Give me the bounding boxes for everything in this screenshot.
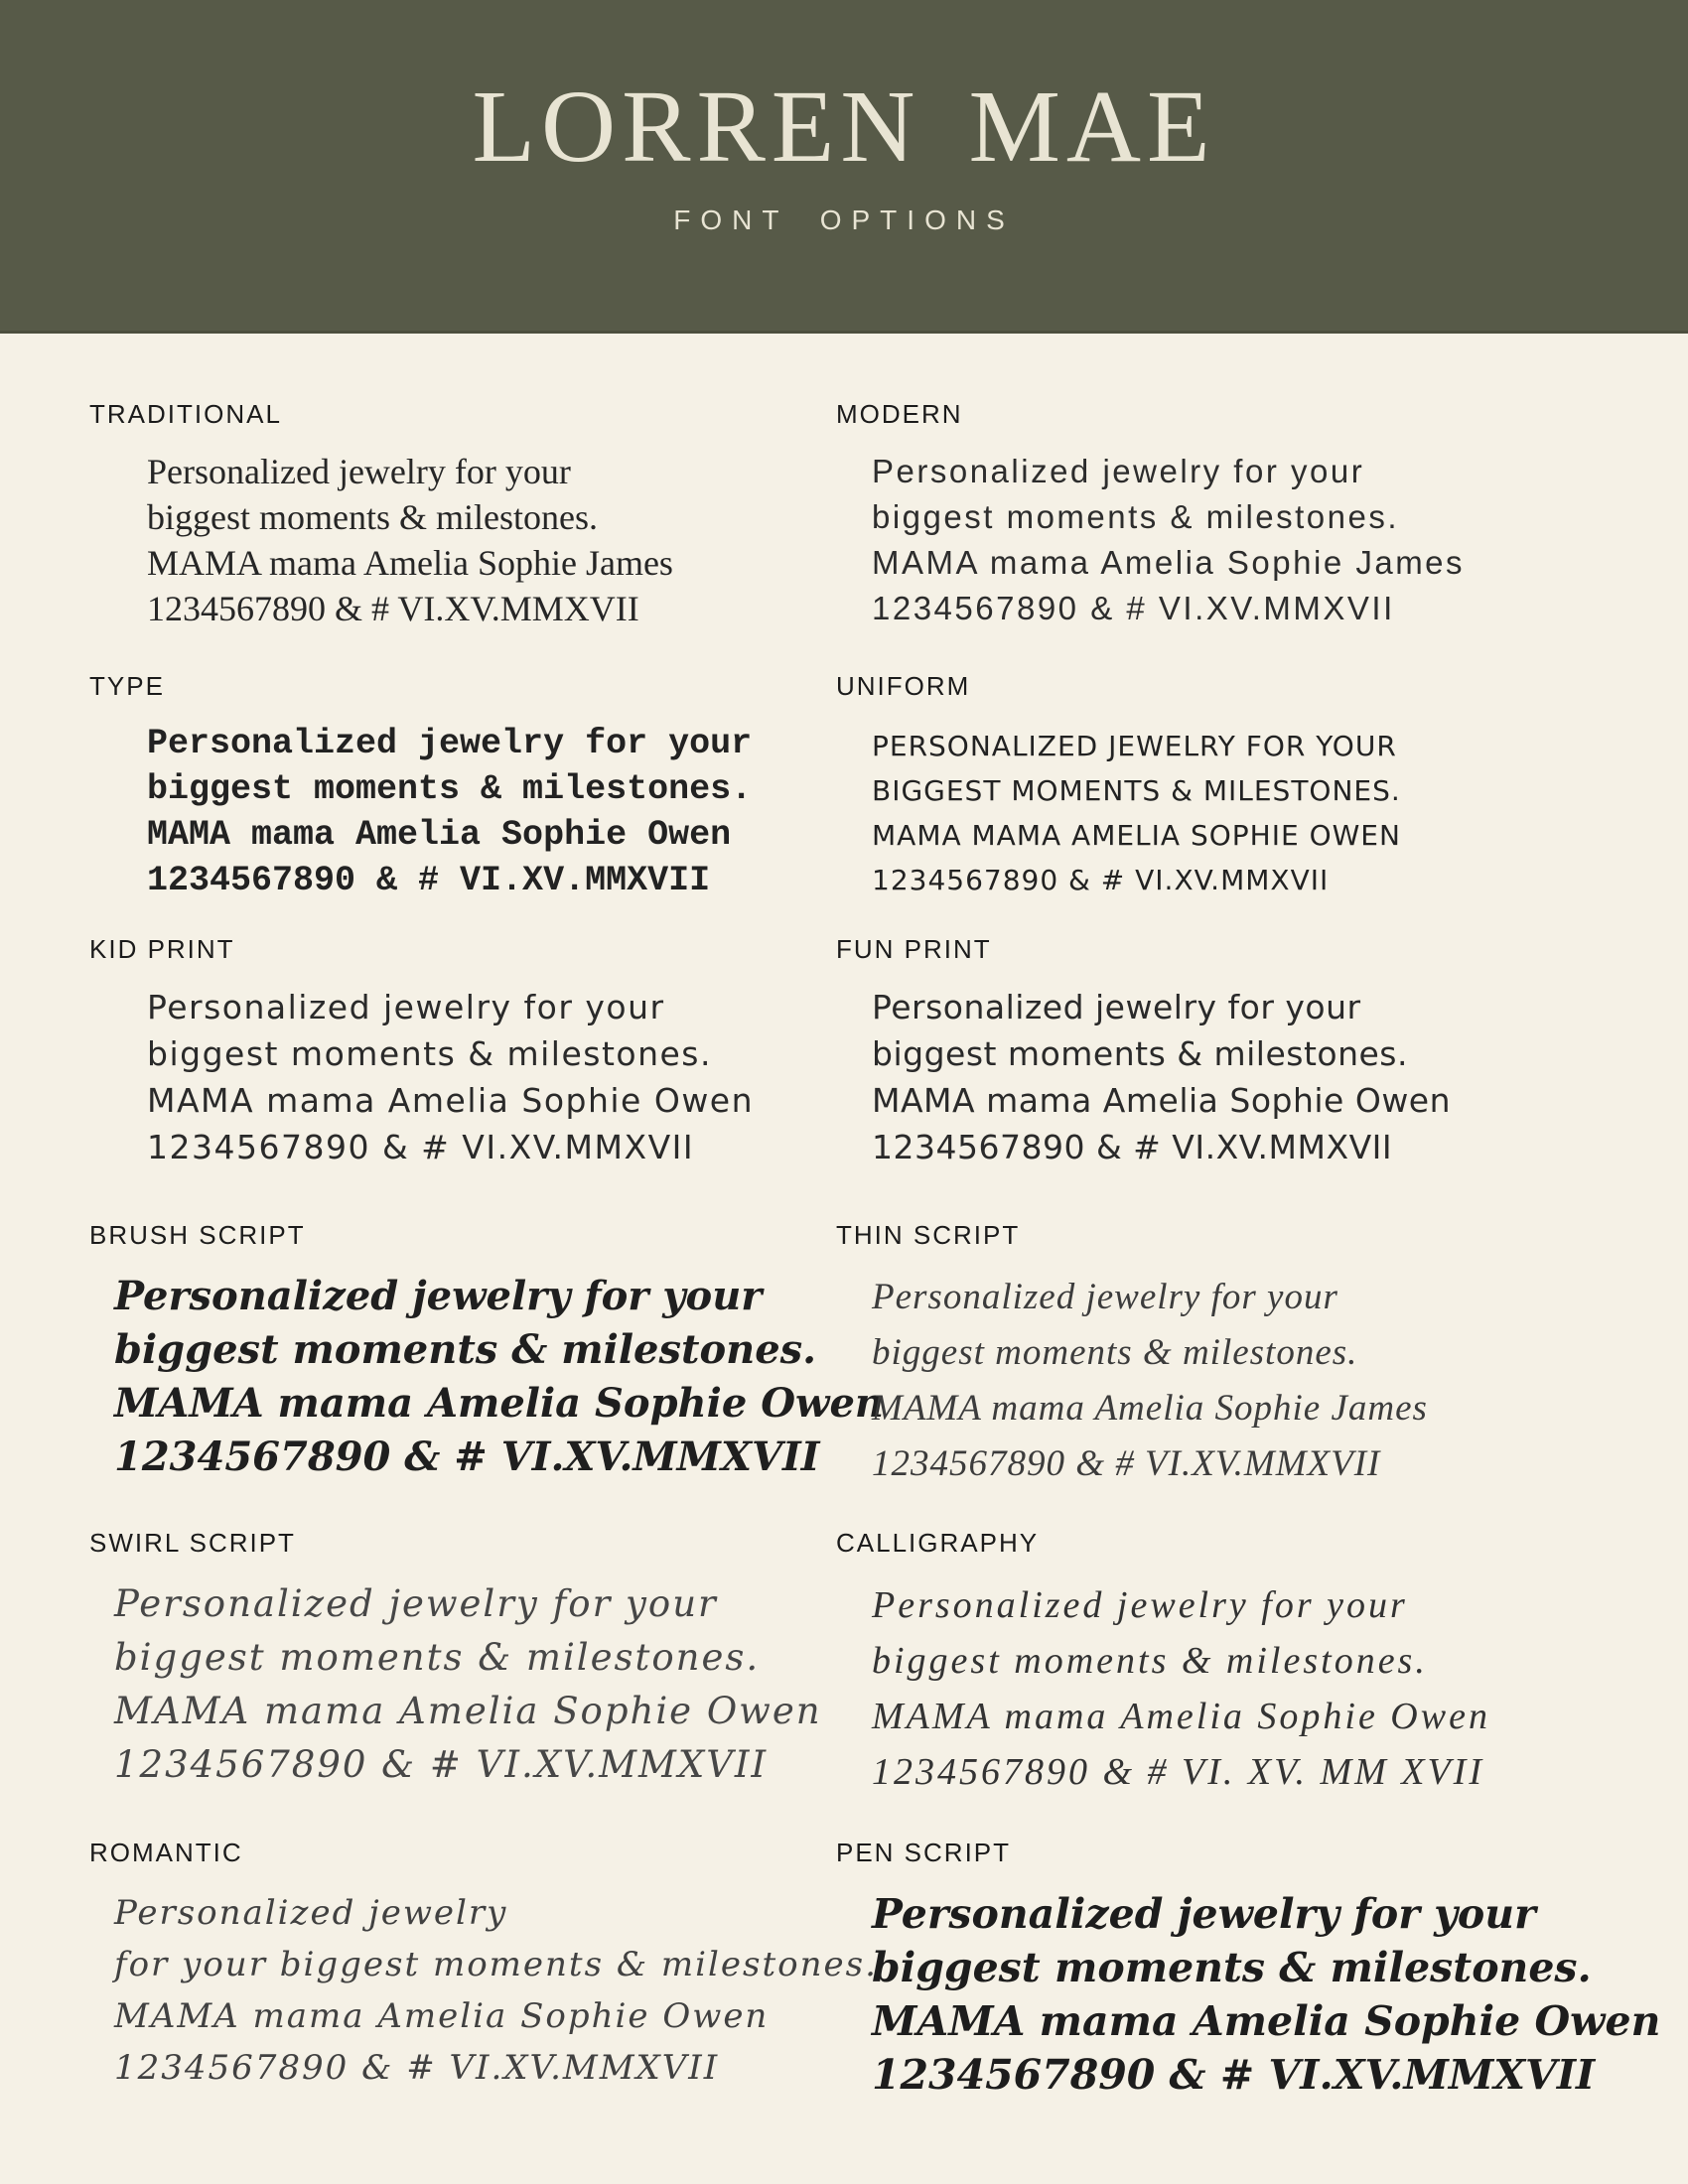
sample-line: biggest moments & milestones. — [147, 769, 753, 809]
sample-line: Personalized jewelry for your — [872, 453, 1365, 489]
sample-line: 1234567890 & # VI.XV.MMXVII — [872, 854, 1330, 899]
sample-line: Personalized jewelry — [114, 1893, 508, 1933]
sample-line: MAMA mama Amelia Sophie James — [872, 1388, 1428, 1429]
sample-line: biggest moments & milestones. — [147, 1034, 712, 1073]
sample-line: MAMA mama Amelia Sophie James — [147, 543, 673, 583]
sample-line: biggest moments & milestones. — [872, 764, 1401, 810]
sample-line: Personalized jewelry for your — [872, 1584, 1408, 1626]
sample-text — [872, 1577, 1591, 1800]
sample-line: biggest moments & milestones. — [114, 1636, 761, 1679]
sample-line: Personalized jewelry for your — [114, 1582, 718, 1625]
font-sample-swirl-script — [89, 1528, 844, 1792]
sample-line: 1234567890 & # VI.XV.MMXVII — [114, 2048, 720, 2088]
sample-line: Personalized jewelry for your — [147, 724, 753, 763]
font-style-label: FUN PRINT — [836, 934, 992, 964]
sample-text — [872, 1270, 1591, 1492]
sample-line: MAMA mama Amelia Sophie Owen — [147, 1081, 755, 1120]
brand-title: LORREN MAE — [472, 69, 1216, 184]
sample-line: MAMA mama Amelia Sophie Owen — [872, 1997, 1661, 2045]
font-style-label: MODERN — [836, 399, 963, 429]
font-style-label: KID PRINT — [89, 934, 235, 964]
sample-line: biggest moments & milestones. — [872, 1332, 1358, 1373]
font-sample-uniform — [836, 671, 1591, 899]
sample-line: 1234567890 & # VI.XV.MMXVII — [147, 1128, 695, 1166]
font-style-label: SWIRL SCRIPT — [89, 1528, 296, 1558]
font-style-label: ROMANTIC — [89, 1838, 243, 1867]
sample-line: 1234567890 & # VI.XV.MMXVII — [872, 1443, 1381, 1484]
sample-text — [872, 449, 1591, 631]
sample-text — [147, 721, 844, 903]
font-style-label: TYPE — [89, 671, 165, 701]
sample-line: MAMA mama Amelia Sophie James — [872, 544, 1466, 581]
sample-line: Personalized jewelry for your — [147, 452, 571, 491]
sample-line: biggest moments & milestones. — [147, 497, 598, 537]
sample-line: Personalized jewelry for your — [872, 1277, 1338, 1317]
sample-line: Personalized jewelry for your — [147, 988, 665, 1026]
sample-text — [872, 1887, 1661, 2102]
font-sample-kid-print — [89, 934, 844, 1170]
sample-line: Personalized jewelry for your — [872, 1890, 1536, 1938]
sample-text — [114, 1887, 878, 2094]
sample-line: 1234567890 & # VI.XV.MMXVII — [147, 861, 711, 900]
sample-line: Personalized jewelry for your — [114, 1273, 763, 1319]
sample-line: 1234567890 & # VI.XV.MMXVII — [114, 1433, 820, 1480]
sample-line: for your biggest moments & milestones. — [114, 1945, 878, 1984]
sample-text — [872, 721, 1591, 899]
font-sample-thin-script — [836, 1220, 1591, 1492]
font-sample-calligraphy — [836, 1528, 1591, 1800]
sample-line: MAMA mama Amelia Sophie Owen — [114, 1996, 770, 2036]
font-sample-fun-print — [836, 934, 1591, 1170]
font-style-label: BRUSH SCRIPT — [89, 1220, 306, 1250]
sample-line: MAMA mama Amelia Sophie Owen — [872, 1696, 1490, 1737]
font-style-label: THIN SCRIPT — [836, 1220, 1021, 1250]
sample-line: 1234567890 & # VI.XV.MMXVII — [114, 1743, 769, 1786]
sample-line: 1234567890 & # VI.XV.MMXVII — [872, 2051, 1596, 2099]
sample-line: biggest moments & milestones. — [872, 1034, 1408, 1073]
sample-line: biggest moments & milestones. — [872, 1944, 1592, 1991]
header — [0, 0, 1688, 334]
sample-text — [114, 1577, 844, 1792]
sample-text — [872, 984, 1591, 1170]
font-sample-type — [89, 671, 844, 903]
sample-line: MAMA mama Amelia Sophie Owen — [114, 1690, 822, 1732]
sample-line: 1234567890 & # VI.XV.MMXVII — [872, 590, 1395, 626]
sample-text — [114, 1270, 884, 1484]
font-style-label: PEN SCRIPT — [836, 1838, 1012, 1867]
sample-line: MAMA mama Amelia Sophie Owen — [147, 815, 732, 855]
font-sample-traditional — [89, 399, 844, 631]
font-style-label: UNIFORM — [836, 671, 971, 701]
font-sample-pen-script — [836, 1838, 1661, 2102]
sample-line: Personalized jewelry for your — [872, 720, 1397, 765]
sample-line: biggest moments & milestones. — [114, 1326, 817, 1373]
sample-line: biggest moments & milestones. — [872, 498, 1400, 535]
font-sample-modern — [836, 399, 1591, 631]
sample-text — [147, 449, 844, 631]
sample-line: MAMA mama Amelia Sophie Owen — [114, 1380, 884, 1427]
sample-line: 1234567890 & # VI.XV.MMXVII — [147, 589, 639, 628]
font-sample-romantic — [89, 1838, 878, 2094]
page-subtitle: FONT OPTIONS — [673, 205, 1015, 236]
sample-line: 1234567890 & # VI. XV. MM XVII — [872, 1751, 1484, 1793]
sample-line: Personalized jewelry for your — [872, 988, 1361, 1026]
sample-line: MAMA mama Amelia Sophie Owen — [872, 809, 1401, 855]
font-style-label: CALLIGRAPHY — [836, 1528, 1040, 1558]
font-sample-brush-script — [89, 1220, 884, 1484]
font-style-label: TRADITIONAL — [89, 399, 282, 429]
sample-line: MAMA mama Amelia Sophie Owen — [872, 1081, 1452, 1120]
sample-line: 1234567890 & # VI.XV.MMXVII — [872, 1128, 1393, 1166]
sample-text — [147, 984, 844, 1170]
sample-line: biggest moments & milestones. — [872, 1640, 1428, 1682]
